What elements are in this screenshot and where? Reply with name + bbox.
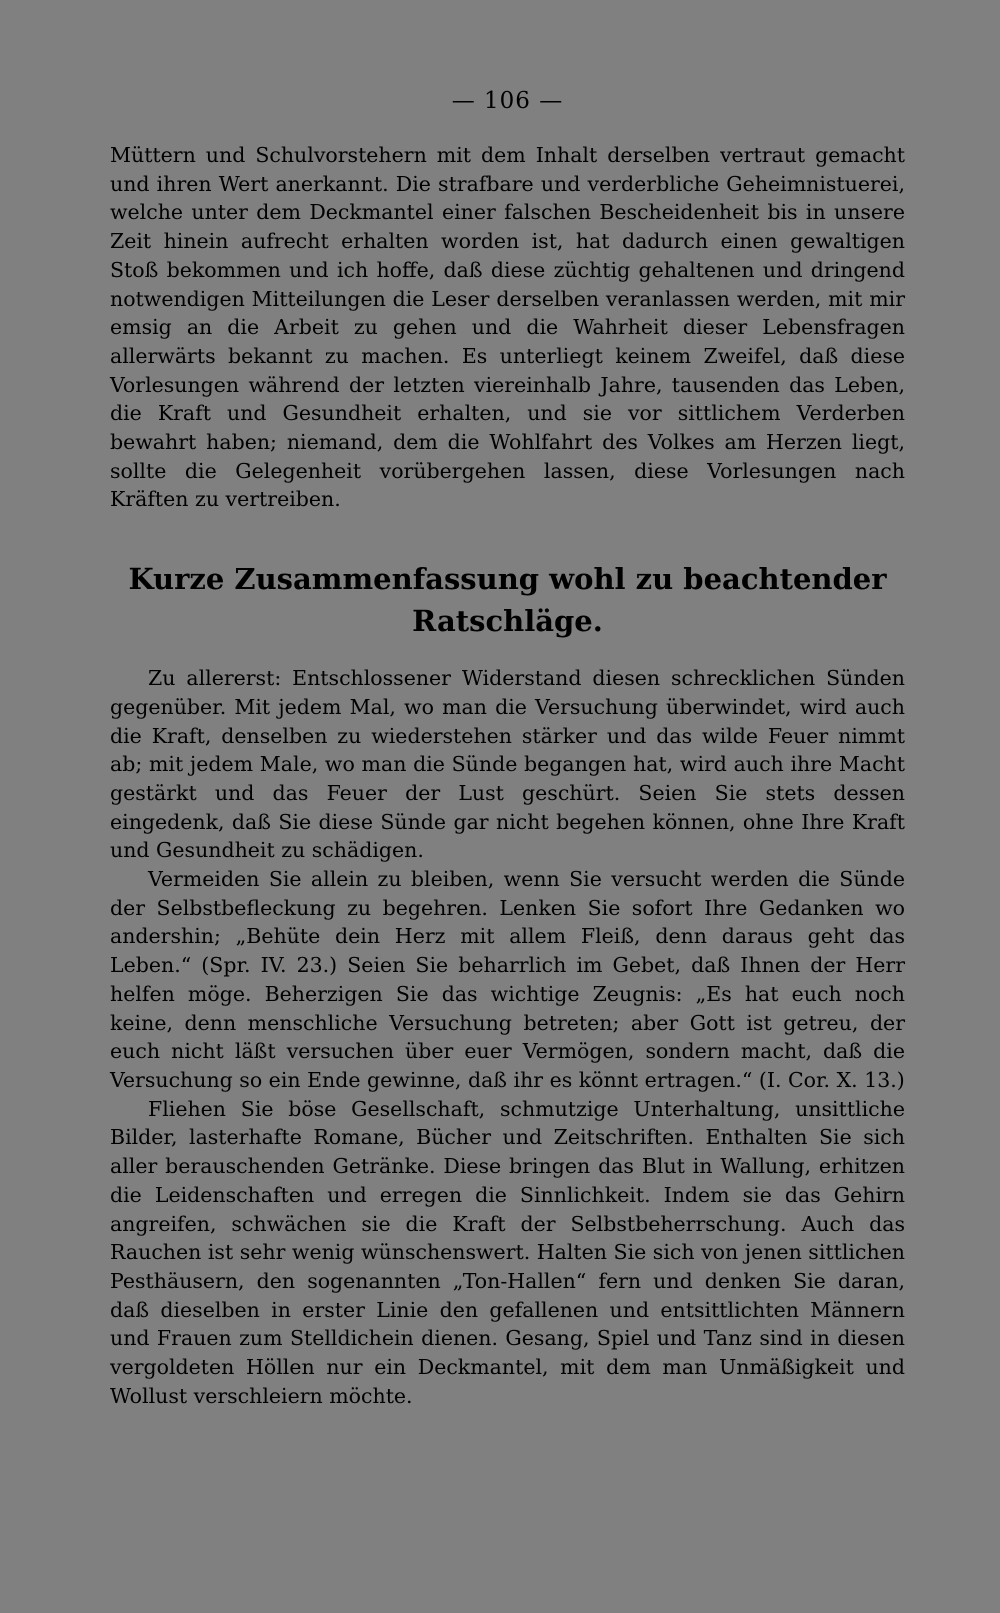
paragraph-avoid-bad-company: Fliehen Sie böse Gesellschaft, schmutzige Unterhaltung, unsittliche Bilder, lasterhafte Romane, Bücher und Zeitschriften. Enthalten Sie sich aller berauschenden Getränke. Diese bringen das Blut in Wallung, erhitzen die Leidenschaften und erregen die Sinnlichkeit. Indem sie das Gehirn angreifen, schwächen sie die Kraft der Selbstbeherrschung. Auch das Rauchen ist sehr wenig wünschenswert. Halten Sie sich von jenen sittlichen Pesthäusern, den sogenannten „Ton-Hallen“ fern und denken Sie daran, daß dieselben in erster Linie den gefallenen und entsittlichten Männern und Frauen zum Stelldichein dienen. Gesang, Spiel und Tanz sind in diesen vergoldeten Höllen nur ein Deckmantel, mit dem man Unmäßigkeit und Wollust verschleiern möchte. xyxy=(110,1096,905,1408)
section-heading xyxy=(110,558,905,642)
section-heading-line-1: Kurze Zusammenfassung wohl zu beachtender xyxy=(128,562,887,597)
intro-paragraph: Müttern und Schulvorstehern mit dem Inhalt derselben vertraut gemacht und ihren Wert anerkannt. Die strafbare und verderbliche Geheimnistuerei, welche unter dem Deckmantel einer falschen Bescheidenheit bis in unsere Zeit hinein aufrecht erhalten worden ist, hat dadurch einen gewaltigen Stoß bekommen und ich hoffe, daß diese züchtig gehaltenen und dringend notwendigen Mitteilungen die Leser derselben veranlassen werden, mit mir emsig an die Arbeit zu gehen und die Wahrheit dieser Lebensfragen allerwärts bekannt zu machen. Es unterliegt keinem Zweifel, daß diese Vorlesungen während der letzten viereinhalb Jahre, tausenden das Leben, die Kraft und Gesundheit erhalten, und sie vor sittlichem Verderben bewahrt haben; niemand, dem die Wohlfahrt des Volkes am Herzen liegt, sollte die Gelegenheit vorübergehen lassen, diese Vorlesungen nach Kräften zu vertreiben. xyxy=(110,143,905,512)
paragraph-avoid-solitude: Vermeiden Sie allein zu bleiben, wenn Sie versucht werden die Sünde der Selbstbefleckung zu begehren. Lenken Sie sofort Ihre Gedanken wo andershin; „Behüte dein Herz mit allem Fleiß, denn daraus geht das Leben.“ (Spr. IV. 23.) Seien Sie beharrlich im Gebet, daß Ihnen der Herr helfen möge. Beherzigen Sie das wichtige Zeugnis: „Es hat euch noch keine, denn menschliche Versuchung betreten; aber Gott ist getreu, der euch nicht läßt versuchen über euer Vermögen, sondern macht, daß die Versuchung so ein Ende gewinne, daß ihr es könnt ertragen.“ (I. Cor. X. 13.) xyxy=(110,867,905,1092)
section-heading-line-2: Ratschläge. xyxy=(412,604,603,639)
page-number: — 106 — xyxy=(451,88,564,114)
paragraph-first-advice: Zu allererst: Entschlossener Widerstand diesen schrecklichen Sünden gegenüber. Mit jedem Mal, wo man die Versuchung überwindet, wird auch die Kraft, denselben zu wiederstehen stärker und das wilde Feuer nimmt ab; mit jedem Male, wo man die Sünde begangen hat, wird auch ihre Macht gestärkt und das Feuer der Lust geschürt. Seien Sie stets dessen eingedenk, daß Sie diese Sünde gar nicht begehen können, ohne Ihre Kraft und Gesundheit zu schädigen. xyxy=(110,666,905,863)
